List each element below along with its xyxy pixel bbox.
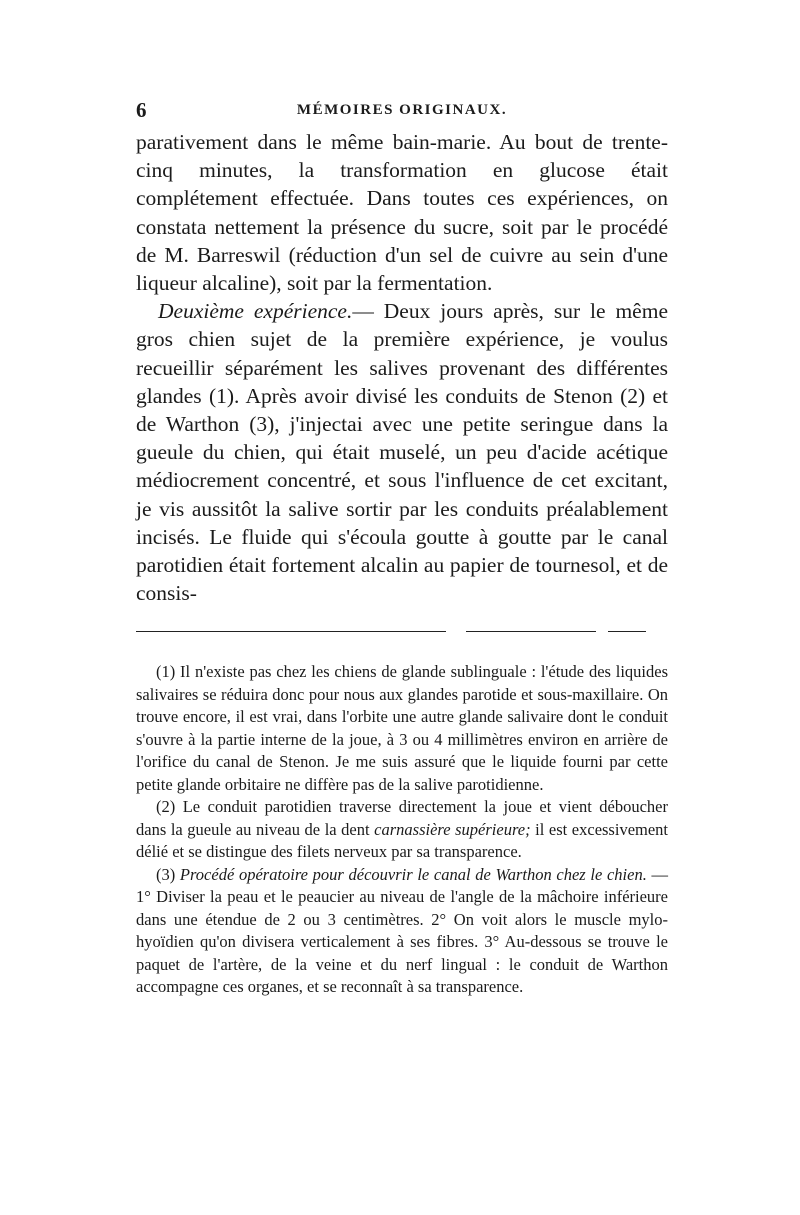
footnote-3-number: (3) (156, 864, 180, 884)
footnote-3-label: Procédé opératoire pour découvrir le canal de Warthon chez le chien. (179, 864, 647, 884)
page-header (136, 98, 668, 128)
paragraph-2 (136, 297, 668, 607)
footnote-1: (1) Il n'existe pas chez les chiens de glande sublinguale : l'étude des liquides salivaires se réduira donc pour nous aux glandes parotide et sous-maxillaire. On trouve encore, il est vrai, dans l'orbite une autre glande salivaire dont le conduit s'ouvre à la partie interne de la joue, à 3 ou 4 millimètres environ en arrière de l'orifice du canal de Stenon. Je me suis assuré que le liquide fourni par cette petite glande orbitaire ne diffère pas de la salive parotidienne. (136, 662, 668, 794)
footnote-3-text: — 1° Diviser la peau et le peaucier au niveau de l'angle de la mâchoire inférieure dans une étendue de 2 ou 3 centimètres. 2° On voit alors le muscle mylo-hyoïdien qu'on divisera verticalement à ses fibres. 3° Au-dessous se trouve le paquet de l'artère, de la veine et du nerf lingual : le conduit de Warthon accompagne ces organes, et se reconnaît à sa transparence. (136, 864, 668, 997)
footnote-2-italic: carnassière supérieure; (374, 819, 531, 839)
body-text (136, 128, 668, 607)
experiment-label: Deuxième expérience. (158, 299, 353, 324)
paragraph-2-text: — Deux jours après, sur le même gros chien sujet de la première expérience, je voulus recueillir séparément les salives provenant des différentes glandes (1). Après avoir divisé les conduits de Stenon (2) et de Warthon (3), j'injectai avec une petite seringue dans la gueule du chien, qui était muselé, un peu d'acide acétique médiocrement concentré, et sous l'influence de cet excitant, je vis aussitôt la salive sortir par les conduits préalablement incisés. Le fluide qui s'écoula goutte à goutte par le canal parotidien était fortement alcalin au papier de tournesol, et de consis- (136, 299, 668, 606)
footnote-2 (136, 796, 668, 864)
footnote-2-start: (2) Le conduit parotidien traverse directement la joue et vient déboucher dans la gueule au niveau de la dent (136, 797, 668, 839)
footnote-3 (136, 864, 668, 999)
running-head: MÉMOIRES ORIGINAUX. (296, 102, 508, 118)
footnote-divider (136, 621, 668, 643)
page-number: 6 (136, 98, 147, 122)
footnotes (136, 661, 668, 999)
footnote-2-end: il est excessivement délié et se distingue des filets nerveux par sa transparence. (136, 819, 669, 862)
paragraph-1: parativement dans le même bain-marie. Au bout de trente-cinq minutes, la transformation en glucose était complétement effectuée. Dans toutes ces expériences, on constata nettement la présence du sucre, soit par le procédé de M. Barreswil (réduction d'un sel de cuivre au sein d'une liqueur alcaline), soit par la fermentation. (136, 130, 668, 296)
document-page (136, 98, 668, 999)
